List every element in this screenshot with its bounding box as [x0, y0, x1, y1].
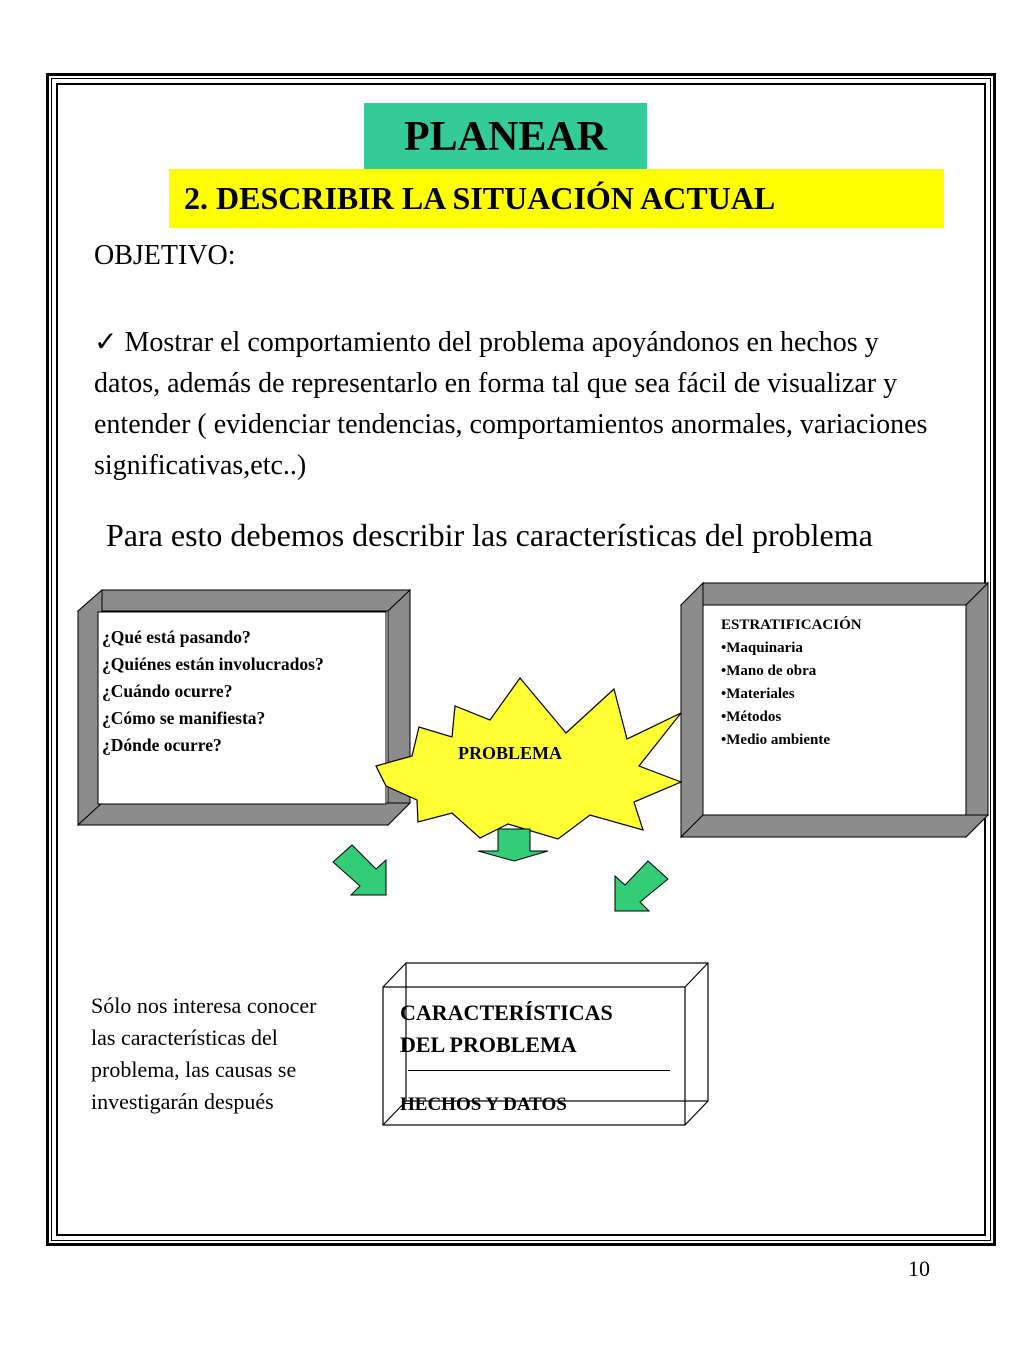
stratification-list [721, 614, 961, 752]
question-item: ¿Dónde ocurre? [102, 735, 222, 755]
objective-label: OBJETIVO: [94, 240, 236, 271]
stratification-item: •Métodos [721, 709, 782, 725]
characteristics-title [400, 997, 670, 1061]
characteristics-divider [408, 1070, 670, 1071]
question-item: ¿Cómo se manifiesta? [102, 708, 266, 728]
stratification-item: •Materiales [721, 686, 795, 702]
question-item: ¿Cuándo ocurre? [102, 681, 233, 701]
section-subtitle: 2. DESCRIBIR LA SITUACIÓN ACTUAL [184, 180, 776, 216]
page-title: PLANEAR [403, 114, 607, 160]
characteristics-line1: CARACTERÍSTICAS [400, 1000, 613, 1025]
problem-label: PROBLEMA [458, 743, 563, 763]
stratification-item: •Medio ambiente [721, 732, 830, 748]
facts-label: HECHOS Y DATOS [400, 1094, 567, 1115]
question-item: ¿Qué está pasando? [102, 627, 251, 647]
objective-text: Mostrar el comportamiento del problema apoyándonos en hechos y datos, además de representarlo en forma tal que sea fácil de visualizar y entender ( evidenciar tendencias, comportamientos anormales, variaciones significativas,etc..) [94, 327, 928, 481]
intro-text: Para esto debemos describir las características del problema [106, 517, 873, 553]
question-item: ¿Quiénes están involucrados? [102, 654, 324, 674]
stratification-item: •Maquinaria [721, 640, 803, 656]
stratification-item: •Mano de obra [721, 663, 817, 679]
characteristics-line2: DEL PROBLEMA [400, 1032, 577, 1057]
questions-list [102, 624, 387, 759]
arrow-down-right-icon [333, 845, 386, 895]
note-text: Sólo nos interesa conocer las características del problema, las causas se investigarán después [91, 993, 317, 1114]
stratification-heading: ESTRATIFICACIÓN [721, 617, 862, 633]
page-number: 10 [908, 1256, 930, 1281]
check-icon: ✓ [94, 327, 118, 358]
arrow-down-left-icon [615, 861, 668, 911]
